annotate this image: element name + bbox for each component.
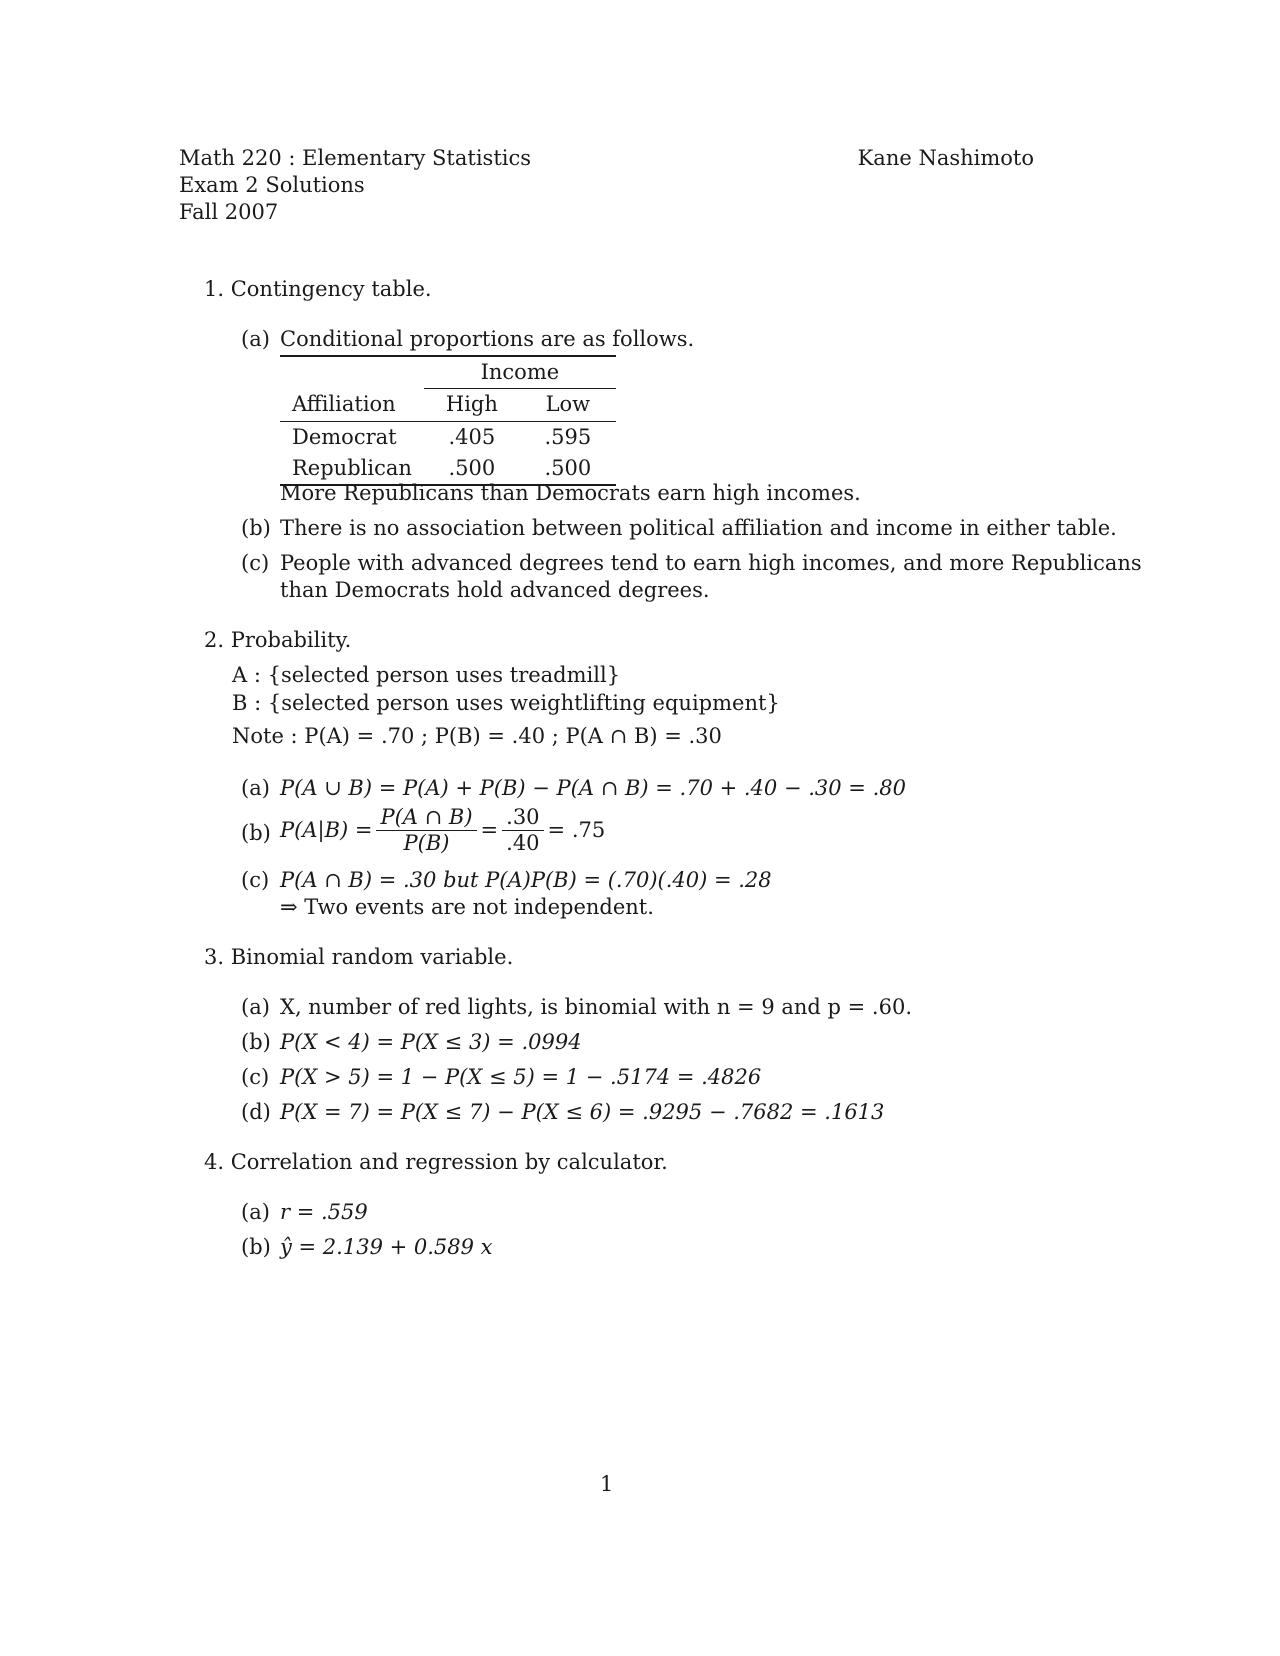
exam-term: Fall 2007	[179, 200, 279, 224]
table-col-affiliation: Affiliation	[292, 392, 396, 417]
q1-a-label: (a)	[241, 327, 270, 351]
q1-a-note: More Republicans than Democrats earn high incomes.	[280, 481, 861, 505]
q3-title: 3. Binomial random variable.	[204, 945, 514, 969]
q1-c-text-1: People with advanced degrees tend to earn high incomes, and more Republicans	[280, 551, 1142, 575]
q1-a-text: Conditional proportions are as follows.	[280, 327, 695, 351]
table-col-low: Low	[545, 392, 591, 417]
q2-c-label: (c)	[241, 868, 270, 892]
contingency-table	[280, 355, 616, 486]
q2-title: 2. Probability.	[204, 628, 352, 652]
q3-d-text: P(X = 7) = P(X ≤ 7) − P(X ≤ 6) = .9295 − .7682 = .1613	[280, 1100, 885, 1124]
row-affiliation: Democrat	[292, 424, 397, 449]
q4-a-text: r = .559	[280, 1200, 368, 1224]
q3-c-label: (c)	[241, 1065, 270, 1089]
page-number: 1	[600, 1472, 614, 1496]
author-name: Kane Nashimoto	[857, 146, 1034, 170]
q3-d-label: (d)	[241, 1100, 271, 1124]
fraction-numerator: .30	[502, 805, 543, 831]
q3-b-text: P(X < 4) = P(X ≤ 3) = .0994	[280, 1030, 582, 1054]
q3-c-text: P(X > 5) = 1 − P(X ≤ 5) = 1 − .5174 = .4826	[280, 1065, 762, 1089]
q2-c-conclusion: ⇒ Two events are not independent.	[280, 895, 654, 919]
q2-note: Note : P(A) = .70 ; P(B) = .40 ; P(A ∩ B) = .30	[232, 724, 722, 748]
q4-a-label: (a)	[241, 1200, 270, 1224]
q2-def-b: B : {selected person uses weightlifting equipment}	[232, 691, 780, 715]
q2-b-equation	[280, 805, 605, 856]
fraction-numerator: P(A ∩ B)	[376, 805, 476, 831]
fraction-denominator: .40	[506, 831, 540, 856]
row-low: .500	[544, 455, 592, 480]
q3-a-text: X, number of red lights, is binomial with n = 9 and p = .60.	[280, 995, 912, 1019]
course-title: Math 220 : Elementary Statistics	[179, 146, 532, 170]
q2-b-lhs: P(A|B) =	[280, 818, 373, 843]
table-group-header: Income	[424, 356, 616, 389]
exam-title: Exam 2 Solutions	[179, 173, 365, 197]
q1-b-label: (b)	[241, 516, 271, 540]
q2-c-text: P(A ∩ B) = .30 but P(A)P(B) = (.70)(.40) = .28	[280, 868, 772, 892]
row-high: .405	[448, 424, 496, 449]
table-row	[280, 421, 616, 453]
fraction-denominator: P(B)	[403, 831, 450, 856]
q2-b-fraction-2	[502, 805, 543, 856]
q3-a-label: (a)	[241, 995, 270, 1019]
table-col-high: High	[445, 392, 498, 417]
q4-title: 4. Correlation and regression by calculator.	[204, 1150, 668, 1174]
q1-title: 1. Contingency table.	[204, 277, 432, 301]
q1-c-label: (c)	[241, 551, 270, 575]
q2-b-equals: =	[480, 818, 499, 843]
q4-b-label: (b)	[241, 1235, 271, 1259]
q2-b-label: (b)	[241, 821, 271, 845]
row-high: .500	[448, 455, 496, 480]
q2-a-label: (a)	[241, 776, 270, 800]
q1-b-text: There is no association between political affiliation and income in either table.	[280, 516, 1117, 540]
q2-b-result: = .75	[547, 818, 606, 843]
row-affiliation: Republican	[292, 455, 412, 480]
q4-b-text: ŷ = 2.139 + 0.589 x	[280, 1235, 493, 1259]
q2-b-fraction-1	[376, 805, 476, 856]
q1-c-text-2: than Democrats hold advanced degrees.	[280, 578, 710, 602]
q3-b-label: (b)	[241, 1030, 271, 1054]
row-low: .595	[544, 424, 592, 449]
q2-def-a: A : {selected person uses treadmill}	[232, 663, 621, 687]
q2-a-text: P(A ∪ B) = P(A) + P(B) − P(A ∩ B) = .70 + .40 − .30 = .80	[280, 776, 906, 800]
